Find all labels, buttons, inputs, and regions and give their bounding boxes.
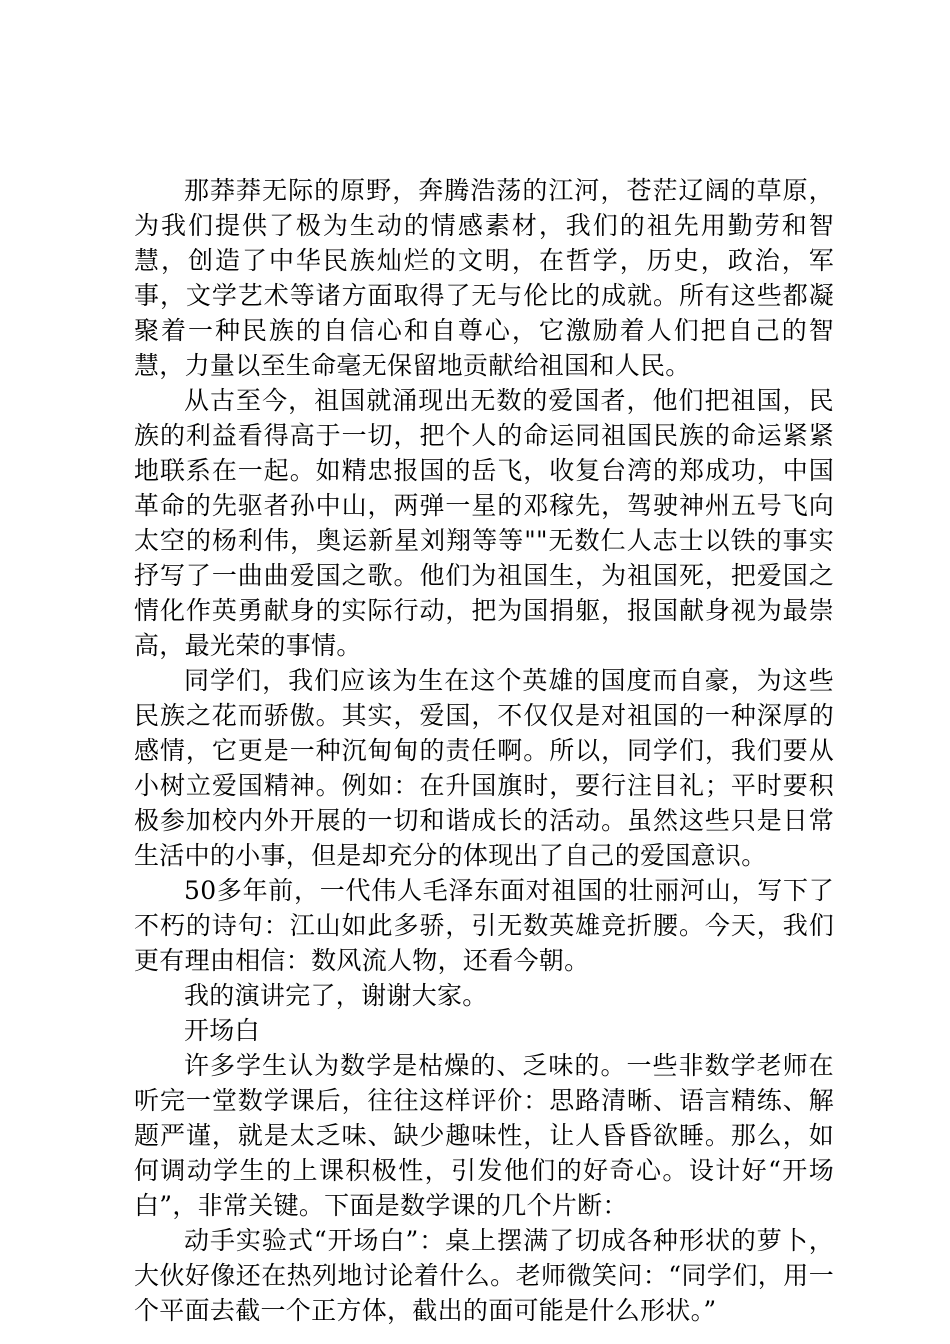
- paragraph-math-intro: 许多学生认为数学是枯燥的、乏味的。一些非数学老师在听完一堂数学课后，往往这样评价：思路清晰、语言精练、解题严谨，就是太乏味、缺少趣味性，让人昏昏欲睡。那么，如何调动学生的上课积极性，引发他们的好奇心。设计好“开场白”，非常关键。下面是数学课的几个片断：: [134, 1051, 834, 1220]
- section-heading-opening: 开场白: [184, 1016, 260, 1045]
- document-body: [134, 173, 834, 1328]
- paragraph-landscape: 那莽莽无际的原野，奔腾浩荡的江河，苍茫辽阔的草原，为我们提供了极为生动的情感素材，我们的祖先用勤劳和智慧，创造了中华民族灿烂的文明，在哲学，历史，政治，军事，文学艺术等诸方面取得了无与伦比的成就。所有这些都凝聚着一种民族的自信心和自尊心，它激励着人们把自己的智慧，力量以至生命毫无保留地贡献给祖国和人民。: [134, 176, 834, 380]
- paragraph-students: 同学们，我们应该为生在这个英雄的国度而自豪，为这些民族之花而骄傲。其实，爱国，不仅仅是对祖国的一种深厚的感情，它更是一种沉甸甸的责任啊。所以，同学们，我们要从小树立爱国精神。例如：在升国旗时，要行注目礼；平时要积极参加校内外开展的一切和谐成长的活动。虽然这些只是日常生活中的小事，但是却充分的体现出了自己的爱国意识。: [134, 666, 834, 870]
- paragraph-patriots: 从古至今，祖国就涌现出无数的爱国者，他们把祖国，民族的利益看得高于一切，把个人的命运同祖国民族的命运紧紧地联系在一起。如精忠报国的岳飞，收复台湾的郑成功，中国革命的先驱者孙中山，两弹一星的邓稼先，驾驶神州五号飞向太空的杨利伟，奥运新星刘翔等等""无数仁人志士以铁的事实抒写了一曲曲爱国之歌。他们为祖国生，为祖国死，把爱国之情化作英勇献身的实际行动，把为国捐躯，报国献身视为最崇高，最光荣的事情。: [134, 386, 834, 660]
- paragraph-mao-poem: 50多年前，一代伟人毛泽东面对祖国的壮丽河山，写下了不朽的诗句：江山如此多骄，引无数英雄竞折腰。今天，我们更有理由相信：数风流人物，还看今朝。: [134, 876, 834, 975]
- paragraph-hands-on: 动手实验式“开场白”：桌上摆满了切成各种形状的萝卜，大伙好像还在热列地讨论着什么。老师微笑问：“同学们，用一个平面去截一个正方体，截出的面可能是什么形状。”: [134, 1226, 834, 1325]
- paragraph-closing: 我的演讲完了，谢谢大家。: [184, 981, 488, 1010]
